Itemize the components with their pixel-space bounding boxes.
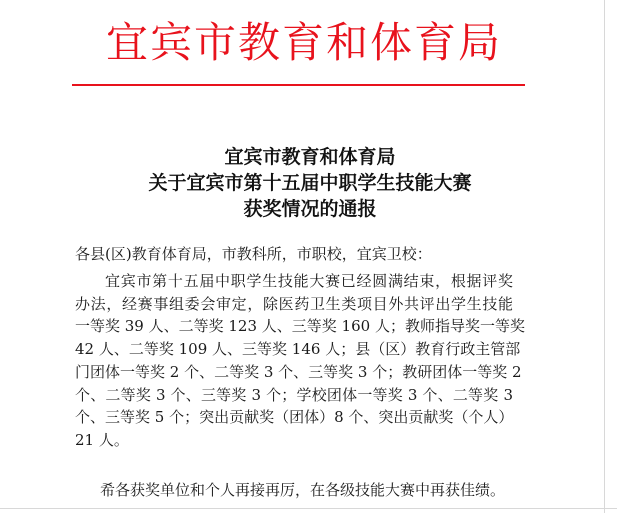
body-line: 一等奖 39 人、二等奖 123 人、三等奖 160 人；教师指导奖一等奖 — [75, 317, 525, 336]
body-line: 42 人、二等奖 109 人、三等奖 146 人；县（区）教育行政主管部 — [75, 340, 521, 359]
body-line: 个、三等奖 5 个；突出贡献奖（团体）8 个、突出贡献奖（个人） — [75, 408, 514, 427]
body-line: 门团体一等奖 2 个、二等奖 3 个、三等奖 3 个；教研团体一等奖 2 — [75, 362, 522, 381]
page-edge-right — [604, 0, 605, 513]
closing-paragraph: 希各获奖单位和个人再接再厉，在各级技能大赛中再获佳绩。 — [100, 481, 506, 499]
body-line: 个、二等奖 3 个、三等奖 3 个；学校团体一等奖 3 个、二等奖 3 — [75, 385, 513, 404]
body-paragraph — [75, 270, 525, 452]
letterhead-title: 宜宾市教育和体育局 — [105, 18, 502, 67]
title-line-subject: 关于宜宾市第十五届中职学生技能大赛 — [148, 172, 472, 194]
title-line-issuer: 宜宾市教育和体育局 — [224, 146, 396, 168]
body-line: 办法，经赛事组委会审定，除医药卫生类项目外共评出学生技能 — [75, 294, 513, 313]
page-edge-bottom — [0, 508, 617, 509]
letterhead-red-rule — [72, 84, 525, 86]
title-line-subject-end: 获奖情况的通报 — [243, 198, 377, 220]
body-line: 宜宾市第十五届中职学生技能大赛已经圆满结束，根据评奖 — [105, 272, 513, 290]
document-title — [60, 144, 560, 222]
body-line: 21 人。 — [75, 430, 129, 449]
addressee-line: 各县(区)教育体育局，市教科所，市职校，宜宾卫校： — [75, 245, 432, 263]
